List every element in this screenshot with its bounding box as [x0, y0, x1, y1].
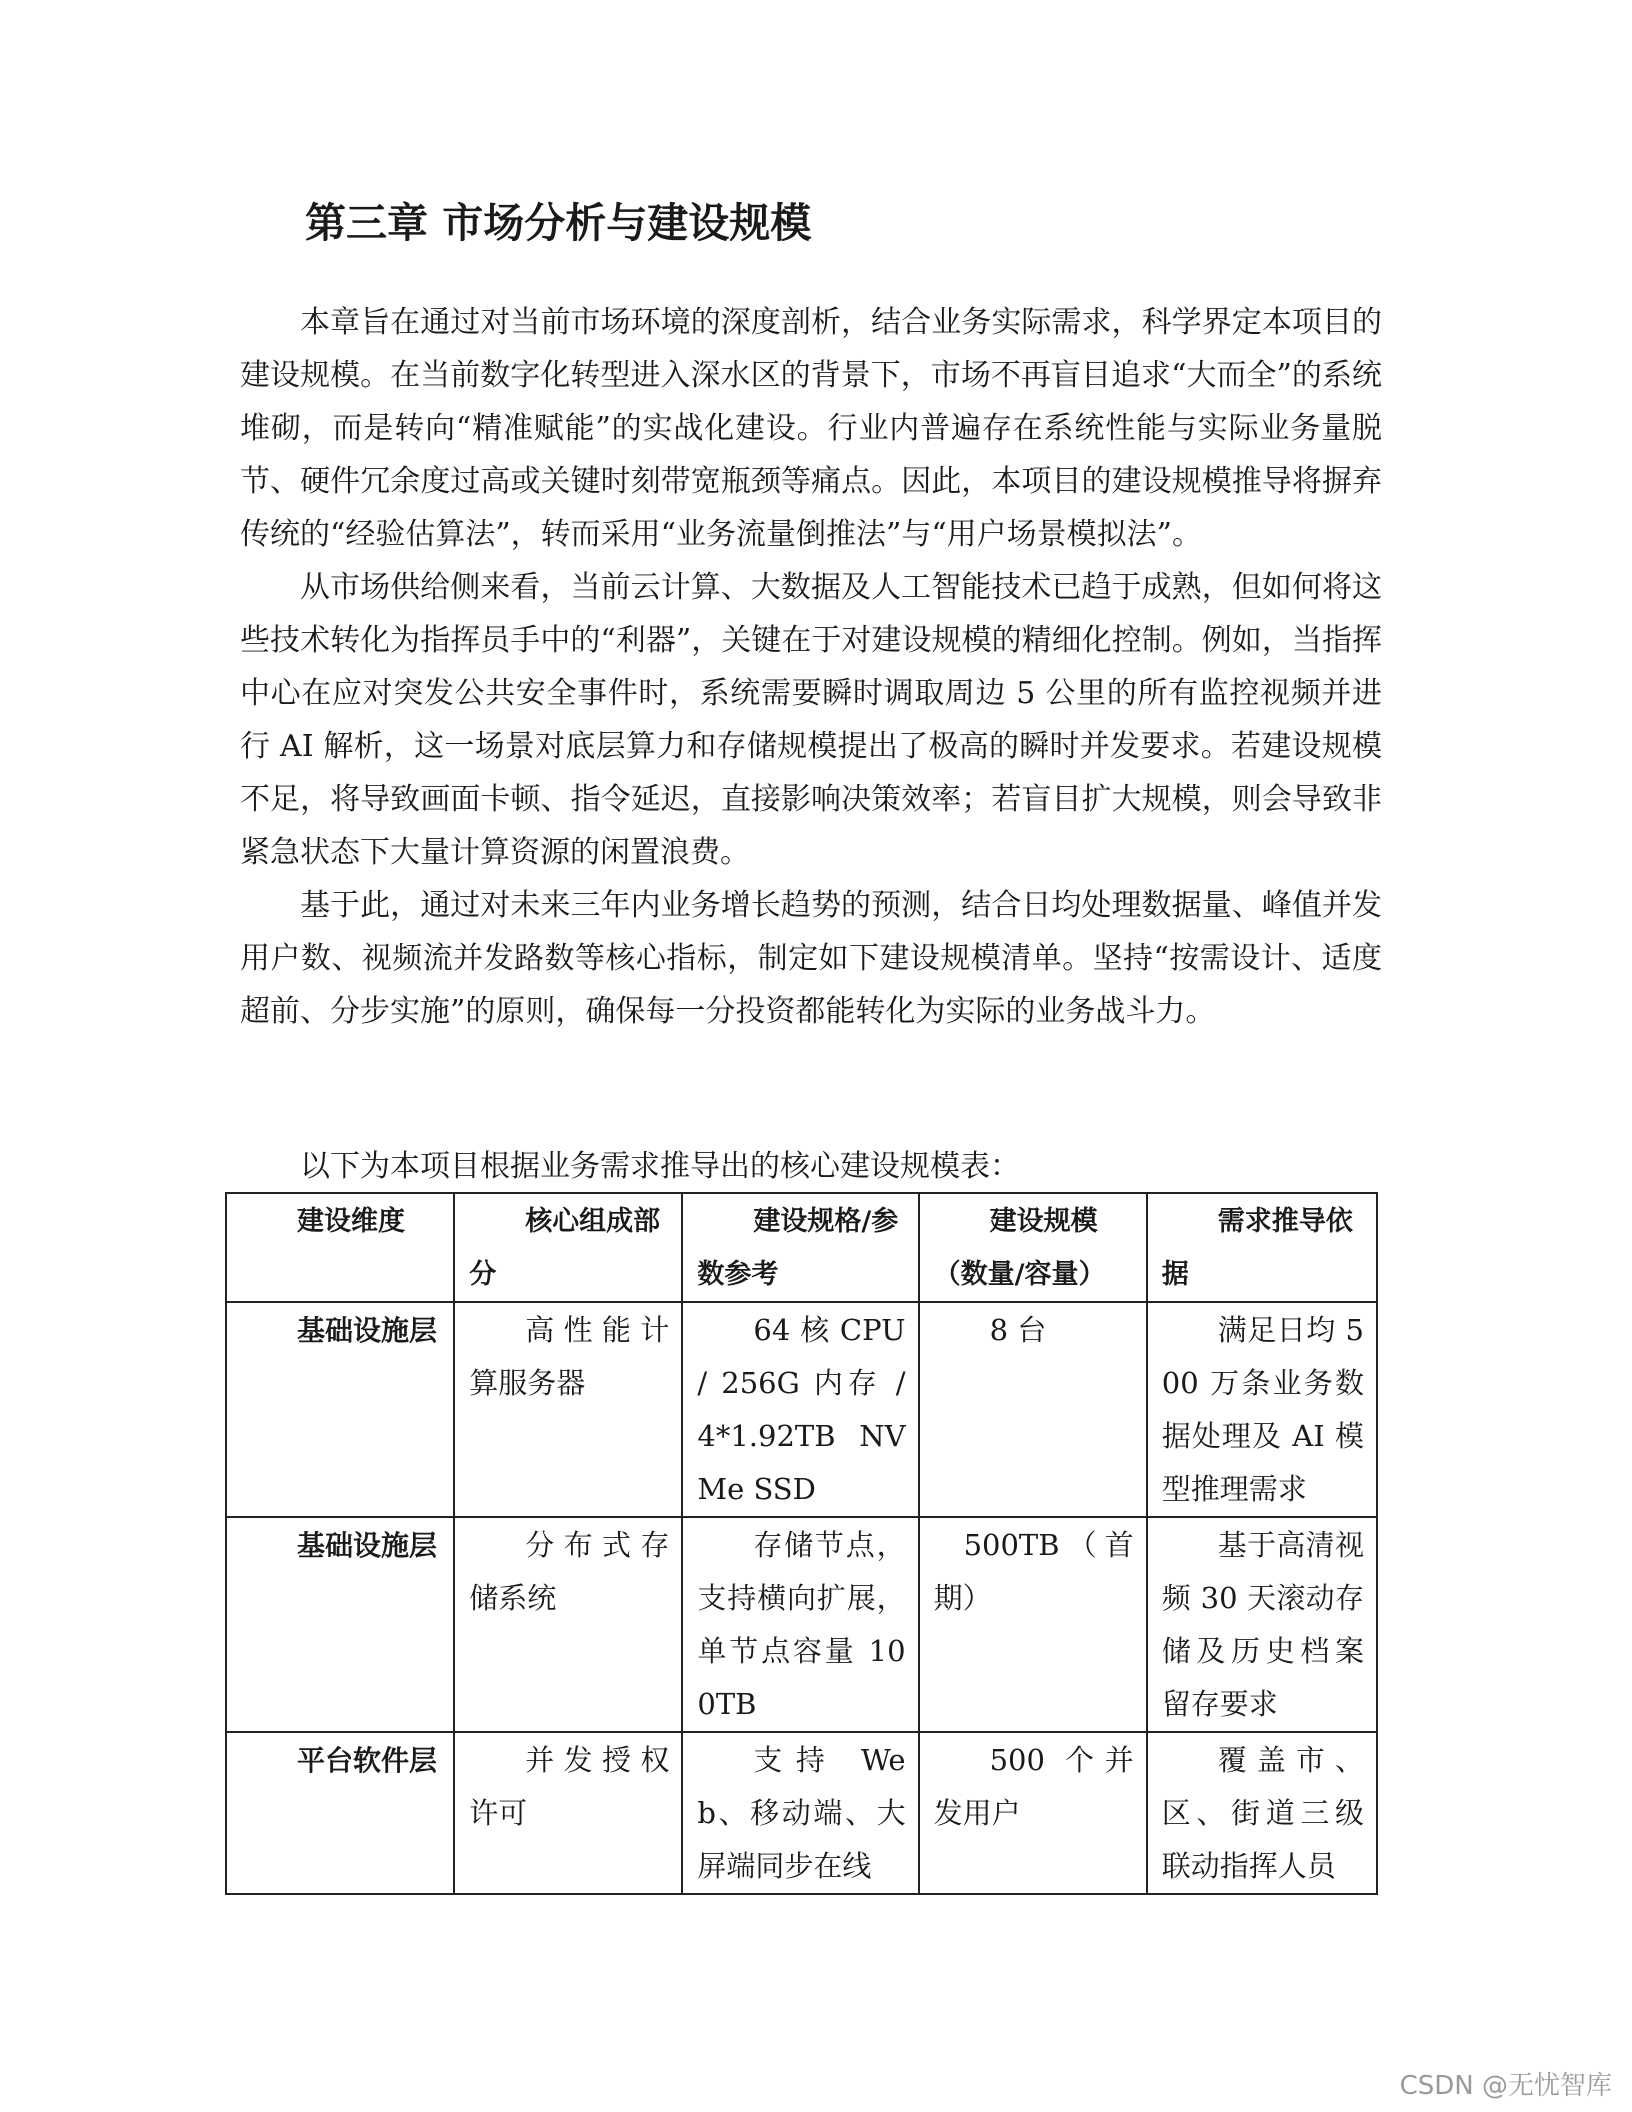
- paragraph: 从市场供给侧来看，当前云计算、大数据及人工智能技术已趋于成熟，但如何将这些技术转化为指挥员手中的“利器”，关键在于对建设规模的精细化控制。例如，当指挥中心在应对突发公共安全事件时，系统需要瞬时调取周边 5 公里的所有监控视频并进行 AI 解析，这一场景对底层算力和存储规模提出了极高的瞬时并发要求。若建设规模不足，将导致画面卡顿、指令延迟，直接影响决策效率；若盲目扩大规模，则会导致非紧急状态下大量计算资源的闲置浪费。: [240, 570, 1382, 870]
- cell-component: 分布式存储系统: [454, 1517, 682, 1732]
- cell-scale: 500 个并发用户: [919, 1732, 1147, 1894]
- body-text: [240, 296, 1382, 1038]
- cell-basis: 满足日均 500 万条业务数据处理及 AI 模型推理需求: [1147, 1302, 1377, 1517]
- table-header-row: [226, 1193, 1377, 1302]
- header-spec: 建设规格/参数参考: [682, 1193, 918, 1302]
- cell-scale: 500TB（首期）: [919, 1517, 1147, 1732]
- cell-spec: 存储节点，支持横向扩展，单节点容量 100TB: [682, 1517, 918, 1732]
- chapter-title: 第三章 市场分析与建设规模: [305, 199, 812, 247]
- cell-basis: 覆盖市、区、街道三级联动指挥人员: [1147, 1732, 1377, 1894]
- csdn-watermark: CSDN @无忧智库: [1399, 2071, 1612, 2101]
- paragraph: 本章旨在通过对当前市场环境的深度剖析，结合业务实际需求，科学界定本项目的建设规模。在当前数字化转型进入深水区的背景下，市场不再盲目追求“大而全”的系统堆砌，而是转向“精准赋能”的实战化建设。行业内普遍存在系统性能与实际业务量脱节、硬件冗余度过高或关键时刻带宽瓶颈等痛点。因此，本项目的建设规模推导将摒弃传统的“经验估算法”，转而采用“业务流量倒推法”与“用户场景模拟法”。: [240, 305, 1382, 552]
- header-component: 核心组成部分: [454, 1193, 682, 1302]
- header-basis: 需求推导依据: [1147, 1193, 1377, 1302]
- cell-dimension: 基础设施层: [226, 1302, 454, 1517]
- cell-basis: 基于高清视频 30 天滚动存储及历史档案留存要求: [1147, 1517, 1377, 1732]
- construction-scale-table: [225, 1192, 1378, 1895]
- cell-dimension: 平台软件层: [226, 1732, 454, 1894]
- cell-dimension: 基础设施层: [226, 1517, 454, 1732]
- table-intro: 以下为本项目根据业务需求推导出的核心建设规模表：: [300, 1149, 1020, 1184]
- cell-component: 并发授权许可: [454, 1732, 682, 1894]
- header-scale: 建设规模（数量/容量）: [919, 1193, 1147, 1302]
- cell-scale: 8 台: [919, 1302, 1147, 1517]
- cell-spec: 64 核 CPU / 256G 内存 / 4*1.92TB NVMe SSD: [682, 1302, 918, 1517]
- table-row: [226, 1517, 1377, 1732]
- cell-spec: 支持 Web、移动端、大屏端同步在线: [682, 1732, 918, 1894]
- table-row: [226, 1732, 1377, 1894]
- paragraph: 基于此，通过对未来三年内业务增长趋势的预测，结合日均处理数据量、峰值并发用户数、视频流并发路数等核心指标，制定如下建设规模清单。坚持“按需设计、适度超前、分步实施”的原则，确保每一分投资都能转化为实际的业务战斗力。: [240, 888, 1382, 1029]
- header-dimension: 建设维度: [226, 1193, 454, 1302]
- cell-component: 高性能计算服务器: [454, 1302, 682, 1517]
- table-row: [226, 1302, 1377, 1517]
